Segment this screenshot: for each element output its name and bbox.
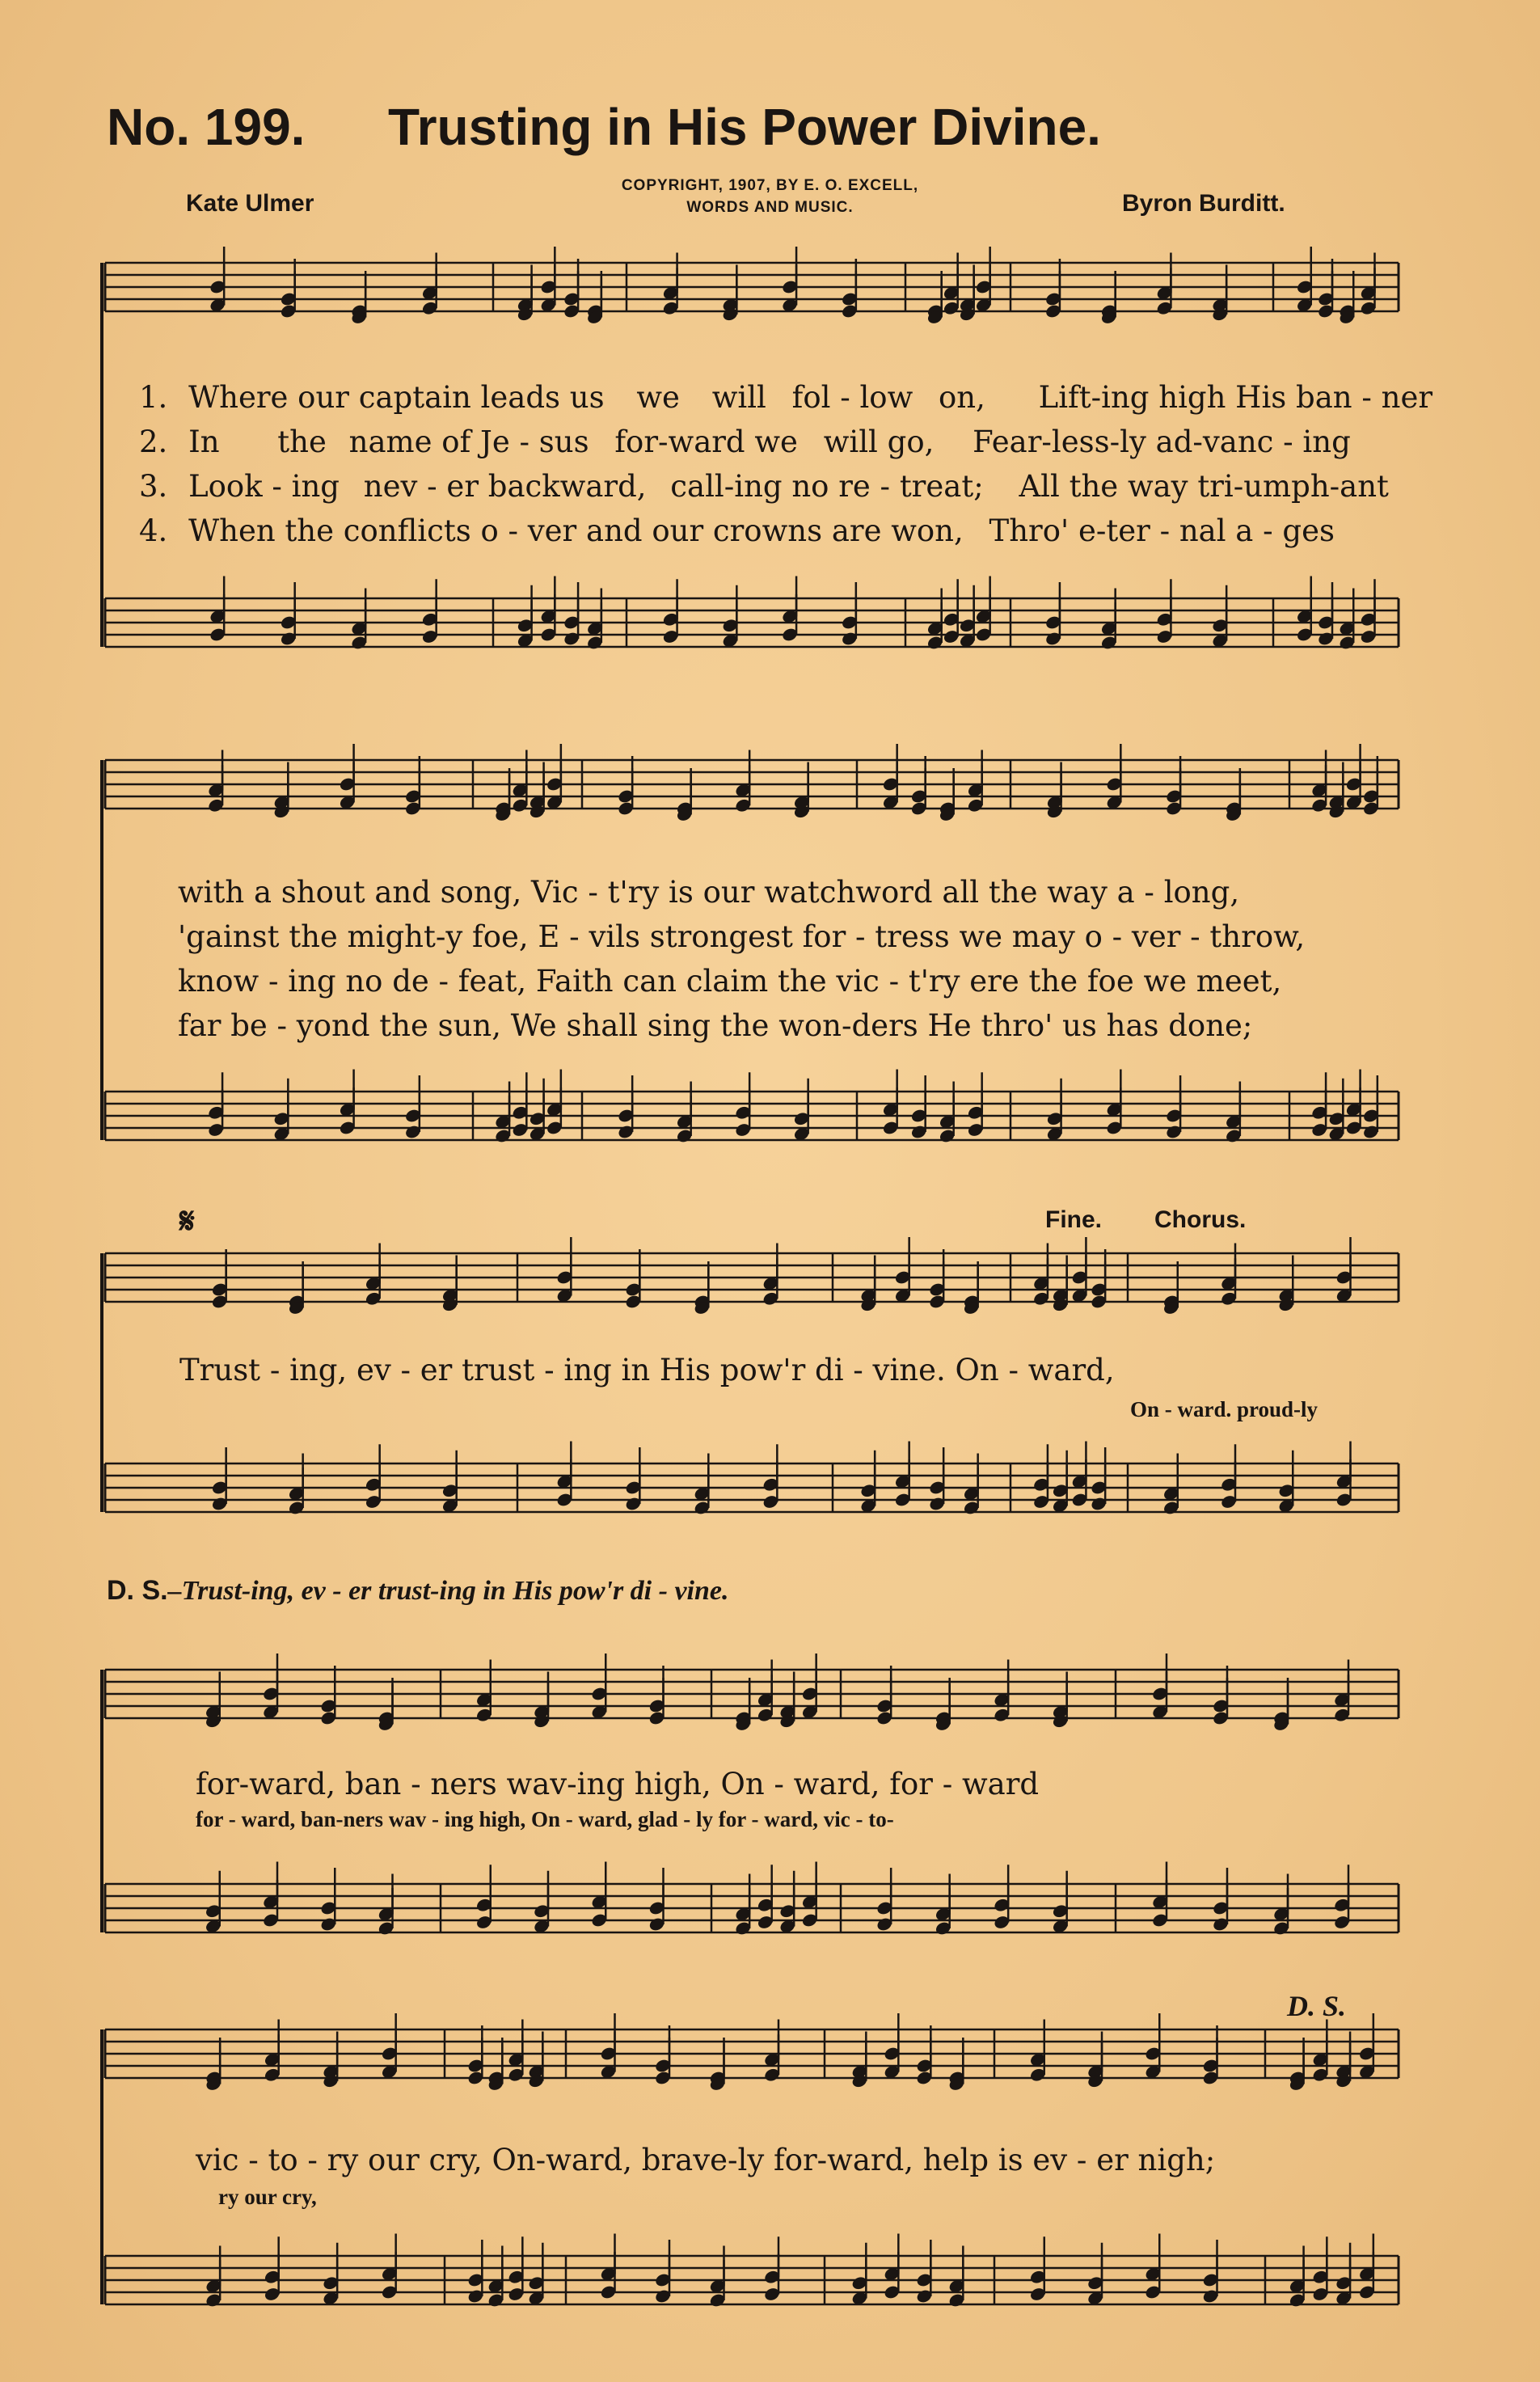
ds-repeat-lyric: Trust-ing, ev - er trust-ing in His pow'r di - vine. — [181, 1576, 729, 1606]
lyric-line-4: far be - yond the sun, We shall sing the won-ders He thro' us has done; — [178, 1008, 1253, 1043]
verse-line-4: 4. When the conflicts o - ver and our crowns are won, Thro' e-ter - nal a - ges — [139, 513, 1335, 548]
verse-number: 3. — [139, 469, 168, 504]
ds-repeat-line: D. S.–Trust-ing, ev - er trust-ing in His pow'r di - vine. — [107, 1575, 729, 1606]
verse-line-2: 2. In the name of Je - sus for-ward we will go, Fear-less-ly ad-vanc - ing — [139, 424, 1351, 459]
bass-lyric: ry our cry, — [218, 2185, 317, 2209]
chorus-marking: Chorus. — [1154, 1206, 1247, 1233]
verse-number: 2. — [139, 424, 168, 459]
chorus-lyric: for-ward, ban - ners wav-ing high, On - ward, for - ward — [196, 1767, 1040, 1801]
lyric-line-3: know - ing no de - feat, Faith can claim the vic - t'ry ere the foe we meet, — [178, 964, 1282, 999]
ds-label: D. S. — [107, 1575, 168, 1606]
verse-number: 1. — [139, 380, 168, 415]
fine-marking: Fine. — [1045, 1206, 1103, 1233]
author-credit: Kate Ulmer — [186, 190, 314, 217]
copyright-line-1: COPYRIGHT, 1907, BY E. O. EXCELL, — [621, 177, 919, 194]
verse-line-3: 3. Look - ing nev - er backward, call-ing no re - treat; All the way tri-umph-ant — [139, 469, 1389, 504]
bass-lyric: for - ward, ban-ners wav - ing high, On - ward, glad - ly for - ward, vic - to- — [196, 1807, 894, 1831]
composer-credit: Byron Burditt. — [1122, 190, 1285, 217]
hymn-number: No. 199. — [107, 98, 306, 156]
ds-end-marking: D. S. — [1287, 1990, 1347, 2022]
bass-lyric: On - ward. proud-ly — [1130, 1397, 1318, 1421]
lyric-line-2: 'gainst the might-y foe, E - vils strongest for - tress we may o - ver - throw, — [178, 919, 1306, 954]
segno-sign: 𝄋 — [179, 1201, 195, 1242]
verse-line-1: 1. Where our captain leads us we will fol - low on, Lift-ing high His ban - ner — [139, 380, 1433, 415]
verse-number: 4. — [139, 513, 168, 548]
chorus-lyric: Trust - ing, ev - er trust - ing in His pow'r di - vine. On - ward, — [179, 1353, 1115, 1387]
chorus-lyric: vic - to - ry our cry, On-ward, brave-ly for-ward, help is ev - er nigh; — [196, 2143, 1216, 2177]
hymn-title: Trusting in His Power Divine. — [388, 98, 1101, 156]
lyric-line-1: with a shout and song, Vic - t'ry is our watchword all the way a - long, — [178, 875, 1240, 910]
copyright-line-2: WORDS AND MUSIC. — [686, 199, 854, 216]
